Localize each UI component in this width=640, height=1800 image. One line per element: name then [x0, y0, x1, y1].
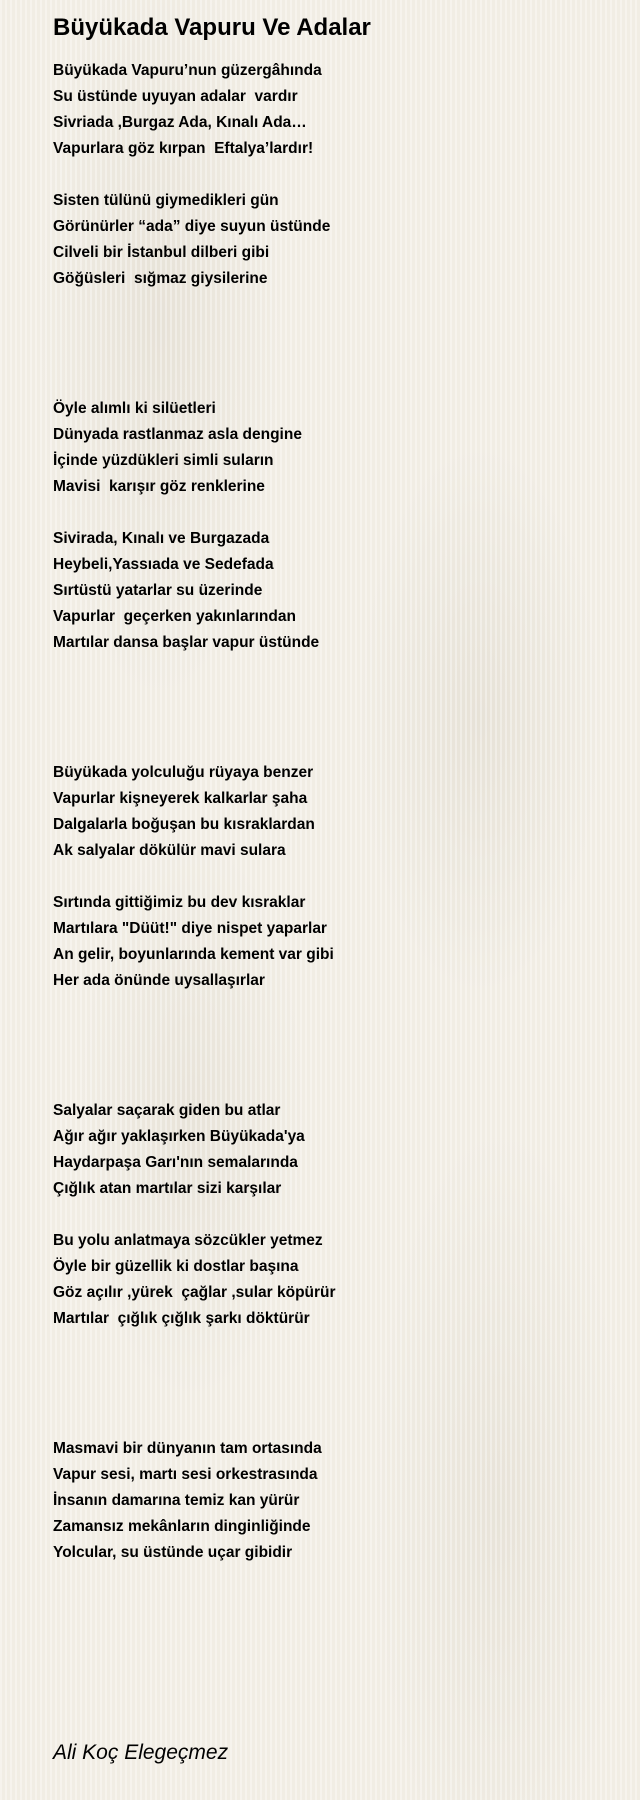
poem-line: An gelir, boyunlarında kement var gibi: [53, 946, 334, 963]
poem-line: Bu yolu anlatmaya sözcükler yetmez: [53, 1232, 323, 1249]
section-gap: [53, 1332, 613, 1436]
poem-stanza: [53, 58, 613, 162]
poem-body: [53, 58, 613, 1566]
poem-title: Büyükada Vapuru Ve Adalar: [53, 14, 371, 41]
poem-line: İçinde yüzdükleri simli suların: [53, 452, 274, 469]
poem-line: Göz açılır ,yürek çağlar ,sular köpürür: [53, 1284, 336, 1301]
poem-line: Heybeli,Yassıada ve Sedefada: [53, 556, 274, 573]
poem-line: Vapur sesi, martı sesi orkestrasında: [53, 1466, 318, 1483]
poem-line: Martılar dansa başlar vapur üstünde: [53, 634, 320, 651]
poem-line: Ak salyalar dökülür mavi sulara: [53, 842, 286, 859]
poem-line: Göğüsleri sığmaz giysilerine: [53, 270, 268, 287]
poem-stanza: [53, 1098, 613, 1202]
poem-line: Yolcular, su üstünde uçar gibidir: [53, 1544, 293, 1561]
poem-line: Görünürler “ada” diye suyun üstünde: [53, 218, 331, 235]
stanza-gap: [53, 500, 613, 526]
poem-line: Ağır ağır yaklaşırken Büyükada'ya: [53, 1128, 305, 1145]
poem-section: [53, 760, 613, 994]
poem-line: Martılara "Düüt!" diye nispet yaparlar: [53, 920, 327, 937]
poem-line: Sırtında gittiğimiz bu dev kısraklar: [53, 894, 306, 911]
stanza-gap: [53, 864, 613, 890]
poem-line: Sisten tülünü giymedikleri gün: [53, 192, 279, 209]
poem-line: Su üstünde uyuyan adalar vardır: [53, 88, 298, 105]
poem-line: Mavisi karışır göz renklerine: [53, 478, 265, 495]
poem-line: İnsanın damarına temiz kan yürür: [53, 1492, 300, 1509]
section-gap: [53, 994, 613, 1098]
poem-stanza: [53, 1228, 613, 1332]
poem-line: Vapurlar geçerken yakınlarından: [53, 608, 296, 625]
poem-section: [53, 58, 613, 292]
poem-line: Dalgalarla boğuşan bu kısraklardan: [53, 816, 315, 833]
poem-line: Büyükada yolculuğu rüyaya benzer: [53, 764, 314, 781]
stanza-gap: [53, 1202, 613, 1228]
poem-line: Masmavi bir dünyanın tam ortasında: [53, 1440, 322, 1457]
poem-stanza: [53, 396, 613, 500]
poem-stanza: [53, 760, 613, 864]
poem-line: Vapurlara göz kırpan Eftalya’lardır!: [53, 140, 314, 157]
poem-line: Sırtüstü yatarlar su üzerinde: [53, 582, 263, 599]
poem-section: [53, 396, 613, 656]
section-gap: [53, 656, 613, 760]
section-gap: [53, 292, 613, 396]
poem-line: Sivirada, Kınalı ve Burgazada: [53, 530, 270, 547]
poem-line: Sivriada ,Burgaz Ada, Kınalı Ada…: [53, 114, 307, 131]
poem-line: Büyükada Vapuru’nun güzergâhında: [53, 62, 322, 79]
poem-stanza: [53, 890, 613, 994]
poem-line: Haydarpaşa Garı'nın semalarında: [53, 1154, 298, 1171]
poem-line: Öyle bir güzellik ki dostlar başına: [53, 1258, 299, 1275]
poem-section: [53, 1098, 613, 1332]
poem-line: Zamansız mekânların dinginliğinde: [53, 1518, 311, 1535]
poem-section: [53, 1436, 613, 1566]
poem-line: Dünyada rastlanmaz asla dengine: [53, 426, 302, 443]
poem-stanza: [53, 526, 613, 656]
poem-line: Her ada önünde uysallaşırlar: [53, 972, 265, 989]
poem-page: [53, 12, 613, 1566]
poem-author[interactable]: Ali Koç Elegeçmez: [53, 1741, 229, 1764]
poem-line: Martılar çığlık çığlık şarkı döktürür: [53, 1310, 310, 1327]
poem-line: Cilveli bir İstanbul dilberi gibi: [53, 244, 270, 261]
poem-line: Salyalar saçarak giden bu atlar: [53, 1102, 281, 1119]
poem-line: Çığlık atan martılar sizi karşılar: [53, 1180, 282, 1197]
poem-line: Vapurlar kişneyerek kalkarlar şaha: [53, 790, 308, 807]
poem-stanza: [53, 188, 613, 292]
stanza-gap: [53, 162, 613, 188]
poem-line: Öyle alımlı ki silüetleri: [53, 400, 216, 417]
poem-stanza: [53, 1436, 613, 1566]
